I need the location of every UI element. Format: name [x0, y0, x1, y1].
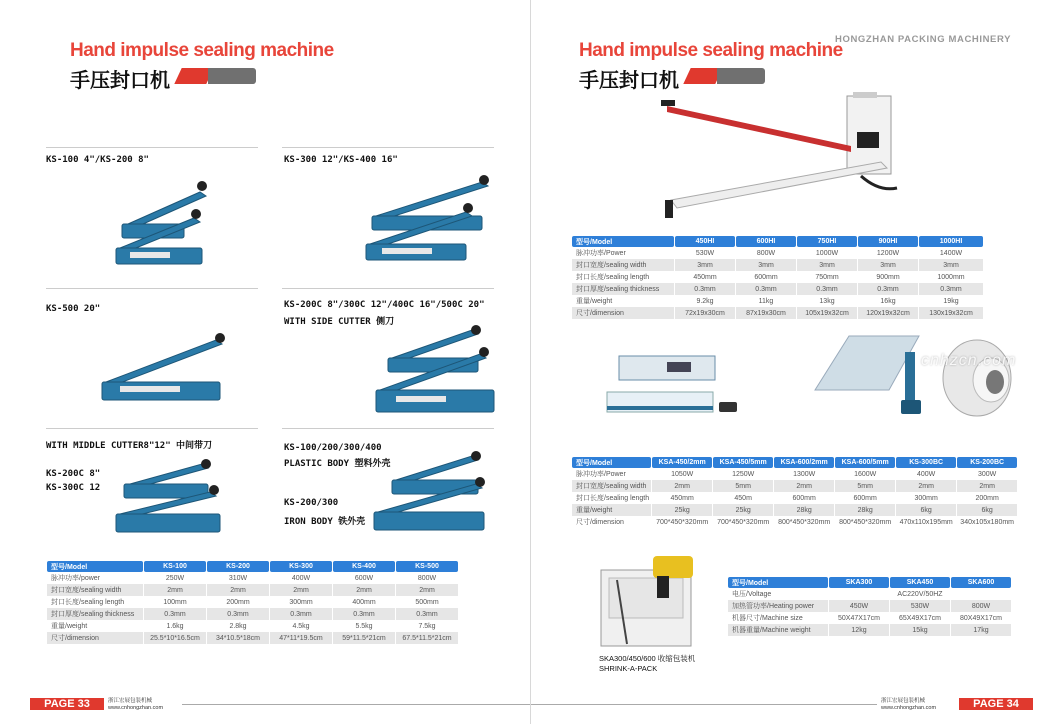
table-cell: 530W	[890, 600, 950, 612]
table-cell: 450mm	[670, 494, 694, 502]
table-cell: 800*450*320mm	[778, 518, 831, 526]
table-header-model: 型号/Model	[572, 236, 674, 247]
table-cell: 0.3mm	[675, 283, 735, 295]
table-cell: 80X49X17cm	[959, 614, 1003, 622]
table-header-cell: KS-300BC	[896, 457, 956, 468]
table-cell: 16kg	[880, 297, 896, 305]
table-header-cell: SKA600	[951, 577, 1011, 588]
row-label: 机器尺寸/Machine size	[732, 615, 803, 622]
page-title-cn: 手压封口机	[579, 68, 679, 92]
table-row	[728, 612, 1011, 624]
table-cell: 1250W	[732, 470, 755, 478]
table-cell: 6kg	[896, 504, 956, 516]
table-cell: 300W	[978, 470, 997, 478]
page-number-badge: PAGE 33	[30, 698, 104, 710]
page-number-badge: PAGE 34	[959, 698, 1033, 710]
table-cell: 2mm	[896, 480, 956, 492]
table-header-cell: KS-400	[333, 561, 395, 572]
table-cell: 6kg	[957, 504, 1017, 516]
table-cell: 25.5*10*16.5cm	[144, 632, 206, 644]
table-cell: 5.5kg	[355, 622, 373, 630]
divider	[46, 288, 258, 289]
table-header-cell: KS-200	[207, 561, 269, 572]
table-cell: 1000W	[815, 249, 839, 257]
footer-url: www.cnhongzhan.com	[881, 705, 937, 711]
table-cell: 340x105x180mm	[960, 518, 1014, 526]
table-header-cell: 450HI	[675, 236, 735, 247]
table-cell: 2mm	[144, 584, 206, 596]
table-cell: 200mm	[226, 598, 250, 606]
table-cell: 19kg	[943, 297, 959, 305]
title-decoration	[687, 68, 767, 84]
table-row	[728, 600, 1011, 612]
table-cell: 400mm	[352, 598, 376, 606]
product-label: KS-100/200/300/400	[284, 443, 382, 453]
row-label: 脉冲功率/power	[51, 575, 101, 582]
row-label: 尺寸/dimension	[576, 519, 624, 526]
product-label: KS-300 12"/KS-400 16"	[284, 155, 398, 165]
table-cell: 0.3mm	[919, 283, 983, 295]
table-row	[572, 468, 1017, 480]
table-cell: 9.2kg	[696, 297, 714, 305]
product-label: IRON BODY 铁外壳	[284, 517, 366, 527]
right-page	[530, 0, 1060, 724]
table-cell: 3mm	[797, 259, 857, 271]
table-cell: AC220V/50HZ	[897, 590, 943, 598]
table-cell: 450W	[829, 600, 889, 612]
table-row	[572, 259, 983, 271]
table-cell: 500mm	[415, 598, 439, 606]
table-header-cell: 600HI	[736, 236, 796, 247]
table-cell: 3mm	[675, 259, 735, 271]
table-cell: 17kg	[951, 624, 1011, 636]
table-cell: 0.3mm	[270, 608, 332, 620]
table-cell: 1600W	[854, 470, 877, 478]
row-label: 封口长度/sealing length	[576, 274, 650, 281]
table-cell: 100mm	[163, 598, 187, 606]
table-cell: 750mm	[815, 273, 839, 281]
specs-table-ksa	[571, 457, 1018, 528]
product-caption: SKA300/450/600 收缩包装机	[599, 654, 696, 663]
sealer-cutter-pair-image	[372, 324, 498, 420]
table-header-model: 型号/Model	[572, 457, 651, 468]
table-row	[572, 271, 983, 283]
table-cell: 59*11.5*21cm	[333, 632, 395, 644]
table-cell: 25kg	[713, 504, 773, 516]
divider	[282, 147, 494, 148]
product-label: KS-100 4"/KS-200 8"	[46, 155, 149, 165]
table-cell: 400W	[291, 574, 311, 582]
table-cell: 105x19x32cm	[797, 307, 857, 319]
long-sealer-image	[651, 92, 901, 228]
footer-rule	[182, 704, 530, 705]
table-cell: 600mm	[792, 494, 816, 502]
row-label: 加热管功率/Heating power	[728, 600, 828, 612]
product-label: PLASTIC BODY 塑料外壳	[284, 459, 391, 469]
table-cell: 87x19x30cm	[736, 307, 796, 319]
table-row	[572, 480, 1017, 492]
table-cell: 50X47X17cm	[837, 614, 881, 622]
specs-table-hi	[571, 236, 984, 319]
table-cell: 3mm	[919, 259, 983, 271]
table-cell: 600mm	[754, 273, 778, 281]
sealer-body-types-image	[372, 450, 498, 538]
table-cell: 0.3mm	[396, 608, 458, 620]
row-label: 脉冲功率/Power	[576, 250, 626, 257]
table-cell: 800W	[417, 574, 437, 582]
row-label: 重量/weight	[576, 298, 613, 305]
table-header-cell: KSA-450/2mm	[652, 457, 712, 468]
table-cell: 3mm	[736, 259, 796, 271]
table-cell: 250W	[165, 574, 185, 582]
table-row	[572, 307, 983, 319]
table-cell: 900mm	[876, 273, 900, 281]
table-header-cell: SKA450	[890, 577, 950, 588]
table-header-cell: KS-300	[270, 561, 332, 572]
table-row	[728, 588, 1011, 600]
page-title-en: Hand impulse sealing machine	[579, 40, 843, 61]
band-sealer-roll-image	[809, 330, 1015, 420]
sealer-pair-image	[110, 172, 220, 268]
divider	[282, 288, 494, 289]
table-cell: 700*450*320mm	[717, 518, 770, 526]
table-cell	[951, 588, 1011, 600]
table-row	[572, 295, 983, 307]
table-header-cell: SKA300	[829, 577, 889, 588]
product-label: KS-300C 12	[46, 483, 101, 493]
table-cell: 1300W	[793, 470, 816, 478]
table-cell: 530W	[695, 249, 715, 257]
page-title-en: Hand impulse sealing machine	[70, 40, 334, 61]
table-cell: 1.6kg	[166, 622, 184, 630]
row-label: 封口厚度/sealing thickness	[572, 283, 674, 295]
table-row	[572, 247, 983, 259]
row-label: 脉冲功率/Power	[576, 471, 626, 478]
table-cell: 72x19x30cm	[675, 307, 735, 319]
table-row	[572, 492, 1017, 504]
table-cell: 2mm	[270, 584, 332, 596]
table-cell: 600W	[354, 574, 374, 582]
row-label: 封口宽度/sealing width	[47, 584, 143, 596]
table-cell: 12kg	[829, 624, 889, 636]
table-row	[728, 624, 1011, 636]
table-cell: 5mm	[835, 480, 895, 492]
table-cell: 0.3mm	[858, 283, 918, 295]
table-cell: 11kg	[758, 297, 774, 305]
row-label: 封口厚度/sealing thickness	[47, 608, 143, 620]
table-cell: 450m	[734, 494, 752, 502]
table-cell: 0.3mm	[144, 608, 206, 620]
product-label: KS-200C 8"	[46, 469, 101, 479]
product-label: KS-200/300	[284, 498, 339, 508]
table-header-cell: KSA-450/5mm	[713, 457, 773, 468]
footer-company: 浙江宏展包装机械	[108, 698, 153, 704]
product-label: WITH MIDDLE CUTTER8"12" 中间带刀	[46, 441, 213, 451]
table-cell: 15kg	[890, 624, 950, 636]
table-cell: 2mm	[333, 584, 395, 596]
table-cell: 700*450*320mm	[656, 518, 709, 526]
table-cell: 2mm	[207, 584, 269, 596]
table-cell: 300mm	[289, 598, 313, 606]
product-caption: SHRINK-A-PACK	[599, 664, 658, 673]
product-label: WITH SIDE CUTTER 侧刀	[284, 317, 395, 327]
row-label: 封口长度/sealing length	[51, 599, 125, 606]
table-header-model: 型号/Model	[728, 577, 828, 588]
row-label: 尺寸/dimension	[572, 307, 674, 319]
table-cell: 470x110x195mm	[899, 518, 953, 526]
watermark: cnhzcn.com	[921, 352, 1017, 369]
table-header-cell: KS-200BC	[957, 457, 1017, 468]
specs-table-ska	[727, 577, 1012, 636]
row-label: 封口宽度/sealing width	[572, 259, 674, 271]
row-label: 尺寸/dimension	[47, 632, 143, 644]
table-cell: 28kg	[835, 504, 895, 516]
table-header-cell: 1000HI	[919, 236, 983, 247]
foot-sealer-image	[603, 352, 743, 426]
row-label: 机器重量/Machine weight	[728, 624, 828, 636]
row-label: 重量/weight	[572, 504, 651, 516]
table-cell: 1400W	[939, 249, 963, 257]
table-row	[572, 504, 1017, 516]
table-header-cell: KS-500	[396, 561, 458, 572]
table-cell: 1050W	[671, 470, 694, 478]
divider	[46, 147, 258, 148]
table-cell: 25kg	[652, 504, 712, 516]
table-cell: 800W	[756, 249, 776, 257]
table-row	[572, 283, 983, 295]
table-row	[47, 572, 458, 584]
row-label: 电压/Voltage	[732, 591, 772, 598]
table-header-cell: KSA-600/5mm	[835, 457, 895, 468]
table-cell: 47*11*19.5cm	[270, 632, 332, 644]
table-header-model: 型号/Model	[47, 561, 143, 572]
table-cell: 67.5*11.5*21cm	[396, 632, 458, 644]
footer-rule	[531, 704, 877, 705]
table-header-cell: KSA-600/2mm	[774, 457, 834, 468]
table-cell: 800W	[951, 600, 1011, 612]
footer	[531, 698, 1060, 710]
row-label: 重量/weight	[51, 623, 88, 630]
table-header-cell: 900HI	[858, 236, 918, 247]
specs-table-ks	[46, 561, 459, 644]
brand-name: HONGZHAN PACKING MACHINERY	[835, 34, 1012, 45]
table-header-cell: KS-100	[144, 561, 206, 572]
table-cell: 130x19x32cm	[919, 307, 983, 319]
table-row	[47, 620, 458, 632]
table-cell: 0.3mm	[736, 283, 796, 295]
shrink-pack-image	[597, 550, 717, 652]
row-label: 封口长度/sealing length	[576, 495, 650, 502]
table-cell: 1000mm	[937, 273, 965, 281]
table-row	[47, 596, 458, 608]
table-cell: 2mm	[652, 480, 712, 492]
footer	[0, 698, 530, 710]
table-cell: 65X49X17cm	[898, 614, 942, 622]
divider	[282, 428, 494, 429]
table-cell: 2mm	[396, 584, 458, 596]
product-label: KS-200C 8"/300C 12"/400C 16"/500C 20"	[284, 300, 485, 310]
table-cell: 3mm	[858, 259, 918, 271]
title-decoration	[178, 68, 258, 84]
table-row	[47, 608, 458, 620]
table-cell: 120x19x32cm	[858, 307, 918, 319]
sealer-image	[100, 330, 230, 410]
table-cell: 310W	[228, 574, 248, 582]
table-row	[572, 516, 1017, 528]
sealer-middle-cutter-image	[114, 458, 224, 540]
table-cell: 5mm	[713, 480, 773, 492]
table-cell: 300mm	[914, 494, 938, 502]
row-label: 封口宽度/sealing width	[572, 480, 651, 492]
footer-url: www.cnhongzhan.com	[108, 705, 164, 711]
table-cell: 28kg	[774, 504, 834, 516]
table-cell: 13kg	[819, 297, 835, 305]
table-cell: 400W	[917, 470, 936, 478]
table-cell: 450mm	[693, 273, 717, 281]
divider	[46, 428, 258, 429]
table-cell: 2mm	[957, 480, 1017, 492]
table-cell: 600mm	[853, 494, 877, 502]
table-row	[47, 632, 458, 644]
table-cell: 4.5kg	[292, 622, 310, 630]
table-cell: 7.5kg	[418, 622, 436, 630]
page-title-cn: 手压封口机	[70, 68, 170, 92]
table-cell: 2.8kg	[229, 622, 247, 630]
table-cell: 2mm	[774, 480, 834, 492]
table-cell: 200mm	[975, 494, 999, 502]
table-cell: 1200W	[876, 249, 900, 257]
footer-company: 浙江宏展包装机械	[881, 698, 926, 704]
table-cell	[829, 588, 889, 600]
table-row	[47, 584, 458, 596]
table-cell: 0.3mm	[333, 608, 395, 620]
table-cell: 0.3mm	[797, 283, 857, 295]
table-header-cell: 750HI	[797, 236, 857, 247]
sealer-pair-image	[362, 172, 492, 268]
table-cell: 34*10.5*18cm	[207, 632, 269, 644]
table-cell: 800*450*320mm	[839, 518, 892, 526]
product-label: KS-500 20"	[46, 304, 101, 314]
table-cell: 0.3mm	[207, 608, 269, 620]
